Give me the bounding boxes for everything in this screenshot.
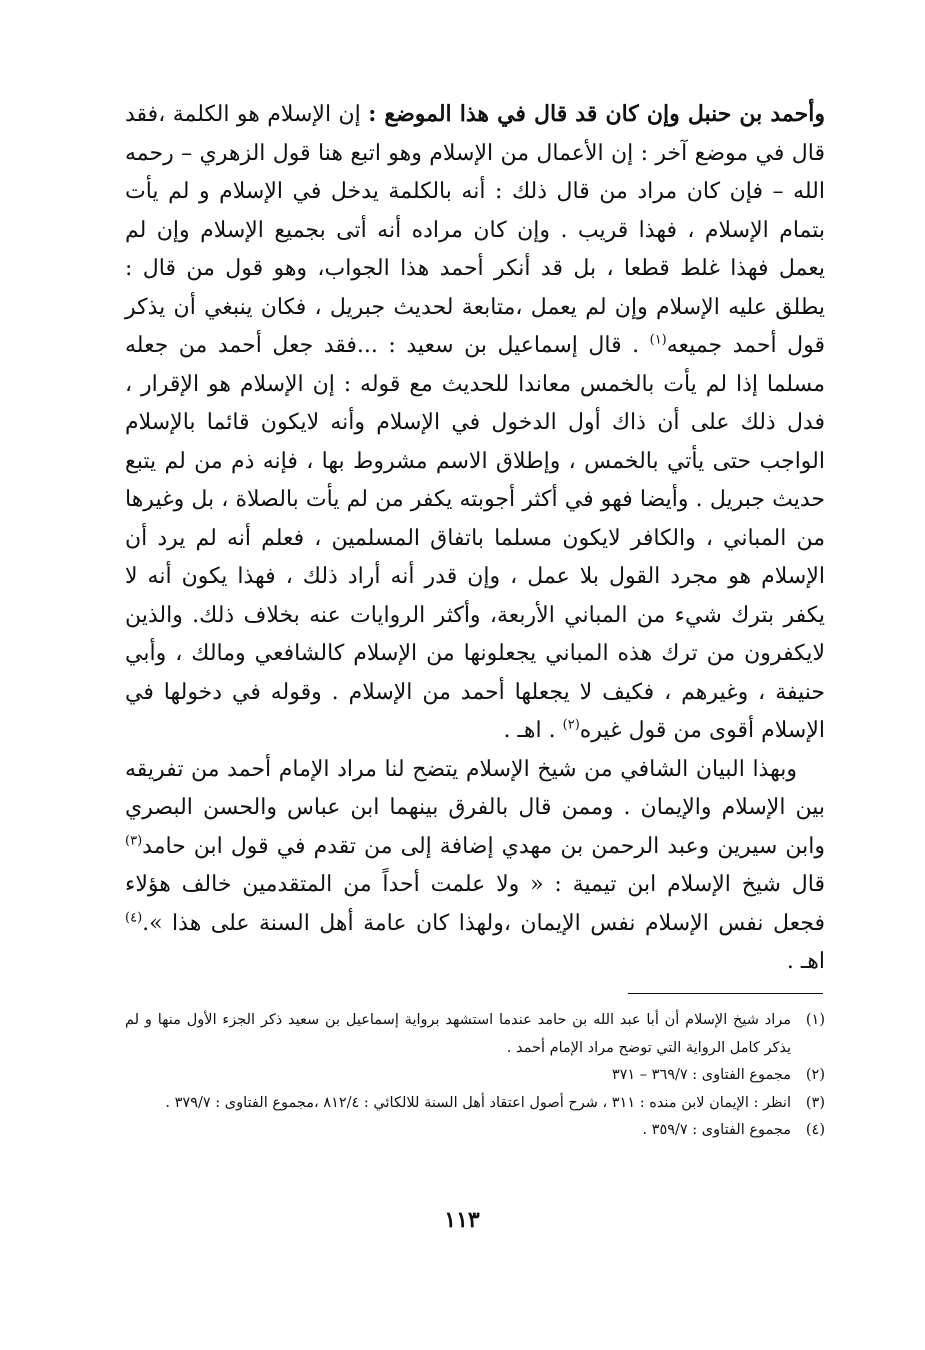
paragraph-2-end: اهـ .	[786, 949, 825, 974]
footnote-number: (٣)	[805, 1094, 825, 1111]
page-number: ١١٣	[444, 1207, 480, 1233]
paragraph-1-text-continued: . قال إسماعيل بن سعيد : ...فقد جعل أحمد من جعله مسلما إذا لم يأت بالخمس معاندا للحديث مع قوله : إن الإسلام هو الإقرار ، فدل ذلك على أن ذاك أول الدخول في الإسلام وأنه لايكون قائما بالإسلام الواجب حتى يأتي بالخمس ، وإطلاق الاسم مشروط بها ، فإنه ذم من لم يتبع حديث جبريل . وأيضا فهو في أكثر أجوبته يكفر من لم يأت بالصلاة ، بل وغيرها من المباني ، والكافر لايكون مسلما باتفاق المسلمين ، فعلم أنه لم يرد أن الإسلام هو مجرد القول بلا عمل ، وإن قدر أنه أراد ذلك ، فهذا يكون أنه لا يكفر بترك شيء من المباني الأربعة، وأكثر الروايات عنه بخلاف ذلك. والذين لايكفرون من ترك هذه المباني يجعلونها من الإسلام كالشافعي ومالك ، وأبي حنيفة ، وغيرهم ، فكيف لا يجعلها أحمد من الإسلام . وقوله في دخولها في الإسلام أقوى من قول غيره	[125, 333, 825, 743]
footnote-item	[125, 1007, 825, 1062]
footnote-separator	[628, 993, 823, 994]
footnote-ref-1: (١)	[649, 332, 667, 348]
footnote-ref-4: (٤)	[125, 910, 143, 926]
footnote-ref-3: (٣)	[125, 833, 143, 849]
paragraph-1-text: إن الإسلام هو الكلمة ،فقد قال في موضع آخر : إن الأعمال من الإسلام وهو اتبع هنا قول الزهري – رحمه الله – فإن كان مراد من قال ذلك : أنه بالكلمة يدخل في الإسلام و لم يأت بتمام الإسلام ، فهذا قريب . وإن كان مراده أنه أتى بجميع الإسلام وإن لم يعمل فهذا غلط قطعا ، بل قد أنكر أحمد هذا الجواب، وهو قول من قال : يطلق عليه الإسلام وإن لم يعمل ،متابعة لحديث جبريل ، فكان ينبغي أن يذكر قول أحمد جميعه	[125, 102, 825, 358]
footnote-number: (٢)	[805, 1067, 825, 1083]
footnote-ref-2: (٢)	[562, 717, 580, 733]
footnote-text: مجموع الفتاوى : ٣٥٩/٧ .	[642, 1122, 791, 1138]
paragraph-2	[125, 751, 825, 982]
paragraph-2-text: وبهذا البيان الشافي من شيخ الإسلام يتضح لنا مراد الإمام أحمد من تفريقه بين الإسلام والإيمان . وممن قال بالفرق بينهما ابن عباس والحسن البصري وابن سيرين وعبد الرحمن بن مهدي إضافة إلى من تقدم في قول ابن حامد	[125, 756, 825, 859]
footnote-text: مجموع الفتاوى : ٣٦٩/٧ – ٣٧١	[611, 1067, 791, 1083]
main-text	[125, 95, 825, 982]
footnote-item	[125, 1062, 825, 1090]
footnote-text: مراد شيخ الإسلام أن أبا عبد الله بن حامد عندما استشهد برواية إسماعيل بن سعيد ذكر الجزء الأول منها و لم يذكر كامل الرواية التي توضح مراد الإمام أحمد .	[125, 1012, 791, 1056]
paragraph-lead: وأحمد بن حنبل وإن كان قد قال في هذا الموضع :	[368, 101, 825, 127]
footnote-number: (١)	[805, 1012, 825, 1028]
paragraph-2-quote: قال شيخ الإسلام ابن تيمية : « ولا علمت أحداً من المتقدمين خالف هؤلاء فجعل نفس الإسلام نفس الإيمان ،ولهذا كان عامة أهل السنة على هذا ».	[125, 872, 825, 936]
footnotes-list	[125, 1007, 825, 1145]
paragraph-1	[125, 95, 825, 751]
paragraph-1-end: . اهـ .	[503, 718, 563, 743]
footnote-number: (٤)	[805, 1122, 825, 1138]
footnote-item	[125, 1090, 825, 1118]
footnote-text: انظر : الإيمان لابن منده : ٣١١ ، شرح أصول اعتقاد أهل السنة للالكائي : ٨١٢/٤ ،مجموع الفتاوى : ٣٧٩/٧ .	[165, 1094, 791, 1111]
footnote-item	[125, 1117, 825, 1145]
